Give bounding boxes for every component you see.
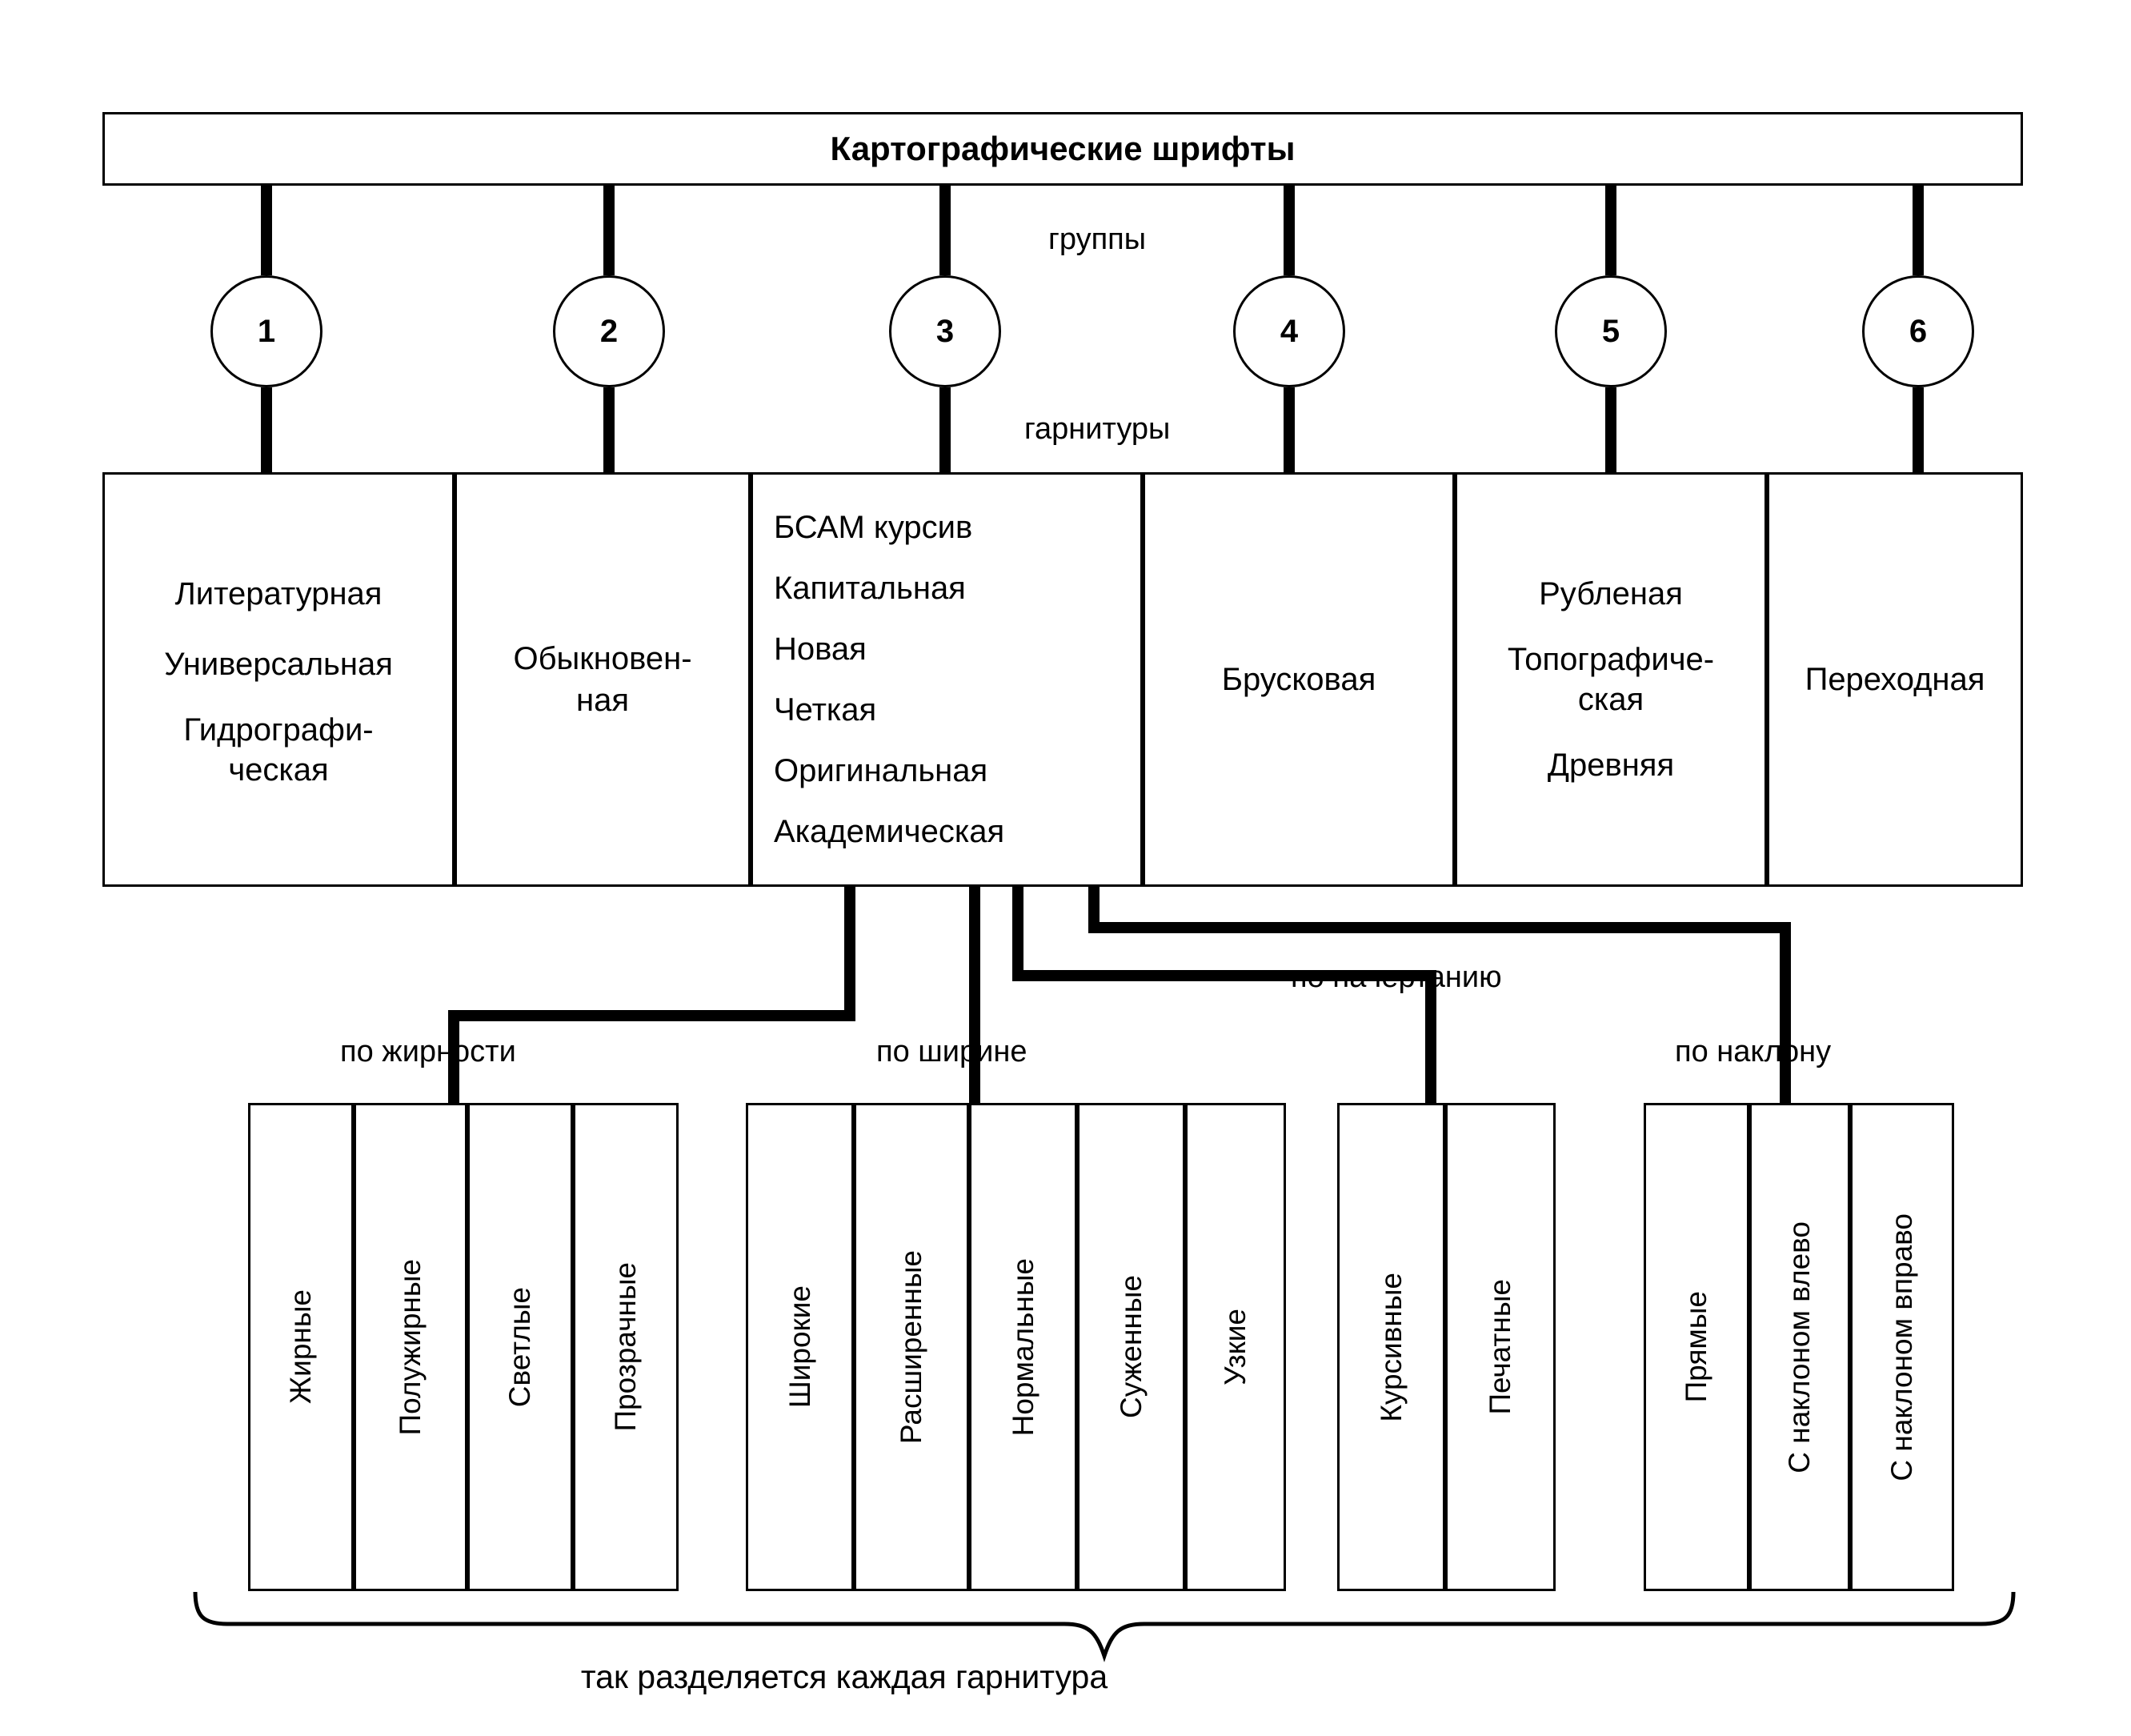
width-box-5: [1185, 1103, 1286, 1591]
group-number-5: 5: [1601, 313, 1620, 349]
slant-label-3: С наклоном вправо: [1885, 1213, 1918, 1481]
group-circle-1: [210, 275, 322, 387]
garniture-item: Универсальная: [164, 647, 393, 682]
garniture-item: Древняя: [1547, 748, 1675, 783]
connector-slant-horizontal: [1088, 922, 1791, 933]
width-box-4: [1077, 1103, 1185, 1591]
connector-title-to-group-1: [261, 186, 272, 275]
weight-label-1: Жирные: [284, 1289, 317, 1405]
garniture-item: Брусковая: [1221, 662, 1376, 697]
garniture-item: Обыкновен-: [513, 641, 692, 676]
garniture-box-3: [751, 472, 1143, 887]
width-label-2: Расширенные: [895, 1249, 927, 1445]
style-box-2: [1445, 1103, 1556, 1591]
group-number-6: 6: [1909, 313, 1928, 349]
width-label-4: Суженные: [1114, 1275, 1148, 1419]
slant-label-1: Прямые: [1680, 1291, 1712, 1403]
garniture-box-5: [1455, 472, 1767, 887]
connector-group-4-to-garniture-4: [1284, 387, 1295, 474]
level-label-groups: группы: [1048, 223, 1147, 256]
connector-title-to-group-2: [603, 186, 615, 275]
slant-label-2: С наклоном влево: [1783, 1221, 1816, 1473]
width-box-3: [969, 1103, 1077, 1591]
width-label-1: Широкие: [783, 1285, 816, 1409]
garniture-item: Переходная: [1805, 662, 1985, 697]
title-box: [102, 112, 2023, 186]
weight-label-4: Прозрачные: [609, 1262, 642, 1432]
bottom-brace: [192, 1589, 2017, 1665]
connector-title-to-group-3: [939, 186, 951, 275]
group-circle-2: [553, 275, 665, 387]
weight-label-3: Светлые: [503, 1286, 536, 1408]
connector-slant-vertical-2: [1780, 922, 1791, 1105]
branch-label-width: по ширине: [876, 1035, 1027, 1068]
group-circle-5: [1555, 275, 1667, 387]
weight-label-2: Полужирные: [394, 1258, 427, 1436]
branch-label-weight: по жирности: [340, 1035, 516, 1068]
weight-box-2: [354, 1103, 467, 1591]
group-number-3: 3: [935, 313, 955, 349]
group-number-1: 1: [257, 313, 276, 349]
garniture-item: Капитальная: [774, 571, 966, 606]
connector-group-1-to-garniture-1: [261, 387, 272, 474]
connector-title-to-group-4: [1284, 186, 1295, 275]
garniture-item: Рубленая: [1539, 576, 1683, 611]
connector-title-to-group-6: [1913, 186, 1924, 275]
weight-box-1: [248, 1103, 354, 1591]
garniture-item: Оригинальная: [774, 753, 988, 788]
width-box-2: [854, 1103, 969, 1591]
garniture-item: Литературная: [174, 576, 383, 611]
connector-group-6-to-garniture-6: [1913, 387, 1924, 474]
connector-width-vertical: [969, 887, 980, 1105]
garniture-box-4: [1143, 472, 1455, 887]
width-label-5: Узкие: [1219, 1309, 1252, 1385]
garniture-item: Академическая: [774, 814, 1005, 849]
weight-box-3: [467, 1103, 573, 1591]
garniture-item: БСАМ курсив: [774, 510, 973, 545]
group-number-2: 2: [599, 313, 619, 349]
garniture-item: ная: [576, 683, 629, 718]
slant-box-1: [1644, 1103, 1749, 1591]
branch-label-style: по начертанию: [1291, 960, 1502, 994]
garniture-item: Топографиче-: [1507, 642, 1715, 677]
connector-weight-horizontal: [448, 1010, 855, 1021]
garniture-item: ская: [1577, 682, 1644, 717]
weight-box-4: [573, 1103, 679, 1591]
garniture-item: Новая: [774, 631, 867, 667]
garniture-box-1: [102, 472, 455, 887]
group-number-4: 4: [1280, 313, 1299, 349]
connector-weight-vertical-1: [844, 887, 855, 1021]
garniture-box-2: [455, 472, 751, 887]
width-label-3: Нормальные: [1006, 1257, 1039, 1437]
garniture-item: ческая: [228, 752, 329, 788]
connector-group-2-to-garniture-2: [603, 387, 615, 474]
connector-group-3-to-garniture-3: [939, 387, 951, 474]
group-circle-6: [1862, 275, 1974, 387]
branch-label-slant: по наклону: [1675, 1035, 1832, 1068]
style-box-1: [1337, 1103, 1445, 1591]
garniture-box-6: [1767, 472, 2023, 887]
group-circle-4: [1233, 275, 1345, 387]
style-label-1: Курсивные: [1374, 1272, 1408, 1422]
width-box-1: [746, 1103, 854, 1591]
connector-style-vertical-1: [1012, 887, 1023, 981]
level-label-garnitures: гарнитуры: [1024, 412, 1171, 446]
title-text: Картографические шрифты: [830, 130, 1296, 167]
connector-title-to-group-5: [1605, 186, 1616, 275]
style-label-2: Печатные: [1484, 1279, 1516, 1415]
slant-box-3: [1850, 1103, 1954, 1591]
footer-caption: так разделяется каждая гарнитура: [580, 1658, 1108, 1695]
slant-box-2: [1749, 1103, 1850, 1591]
group-circle-3: [889, 275, 1001, 387]
garniture-item: Гидрографи-: [183, 712, 374, 748]
garniture-item: Четкая: [774, 692, 877, 728]
connector-group-5-to-garniture-5: [1605, 387, 1616, 474]
